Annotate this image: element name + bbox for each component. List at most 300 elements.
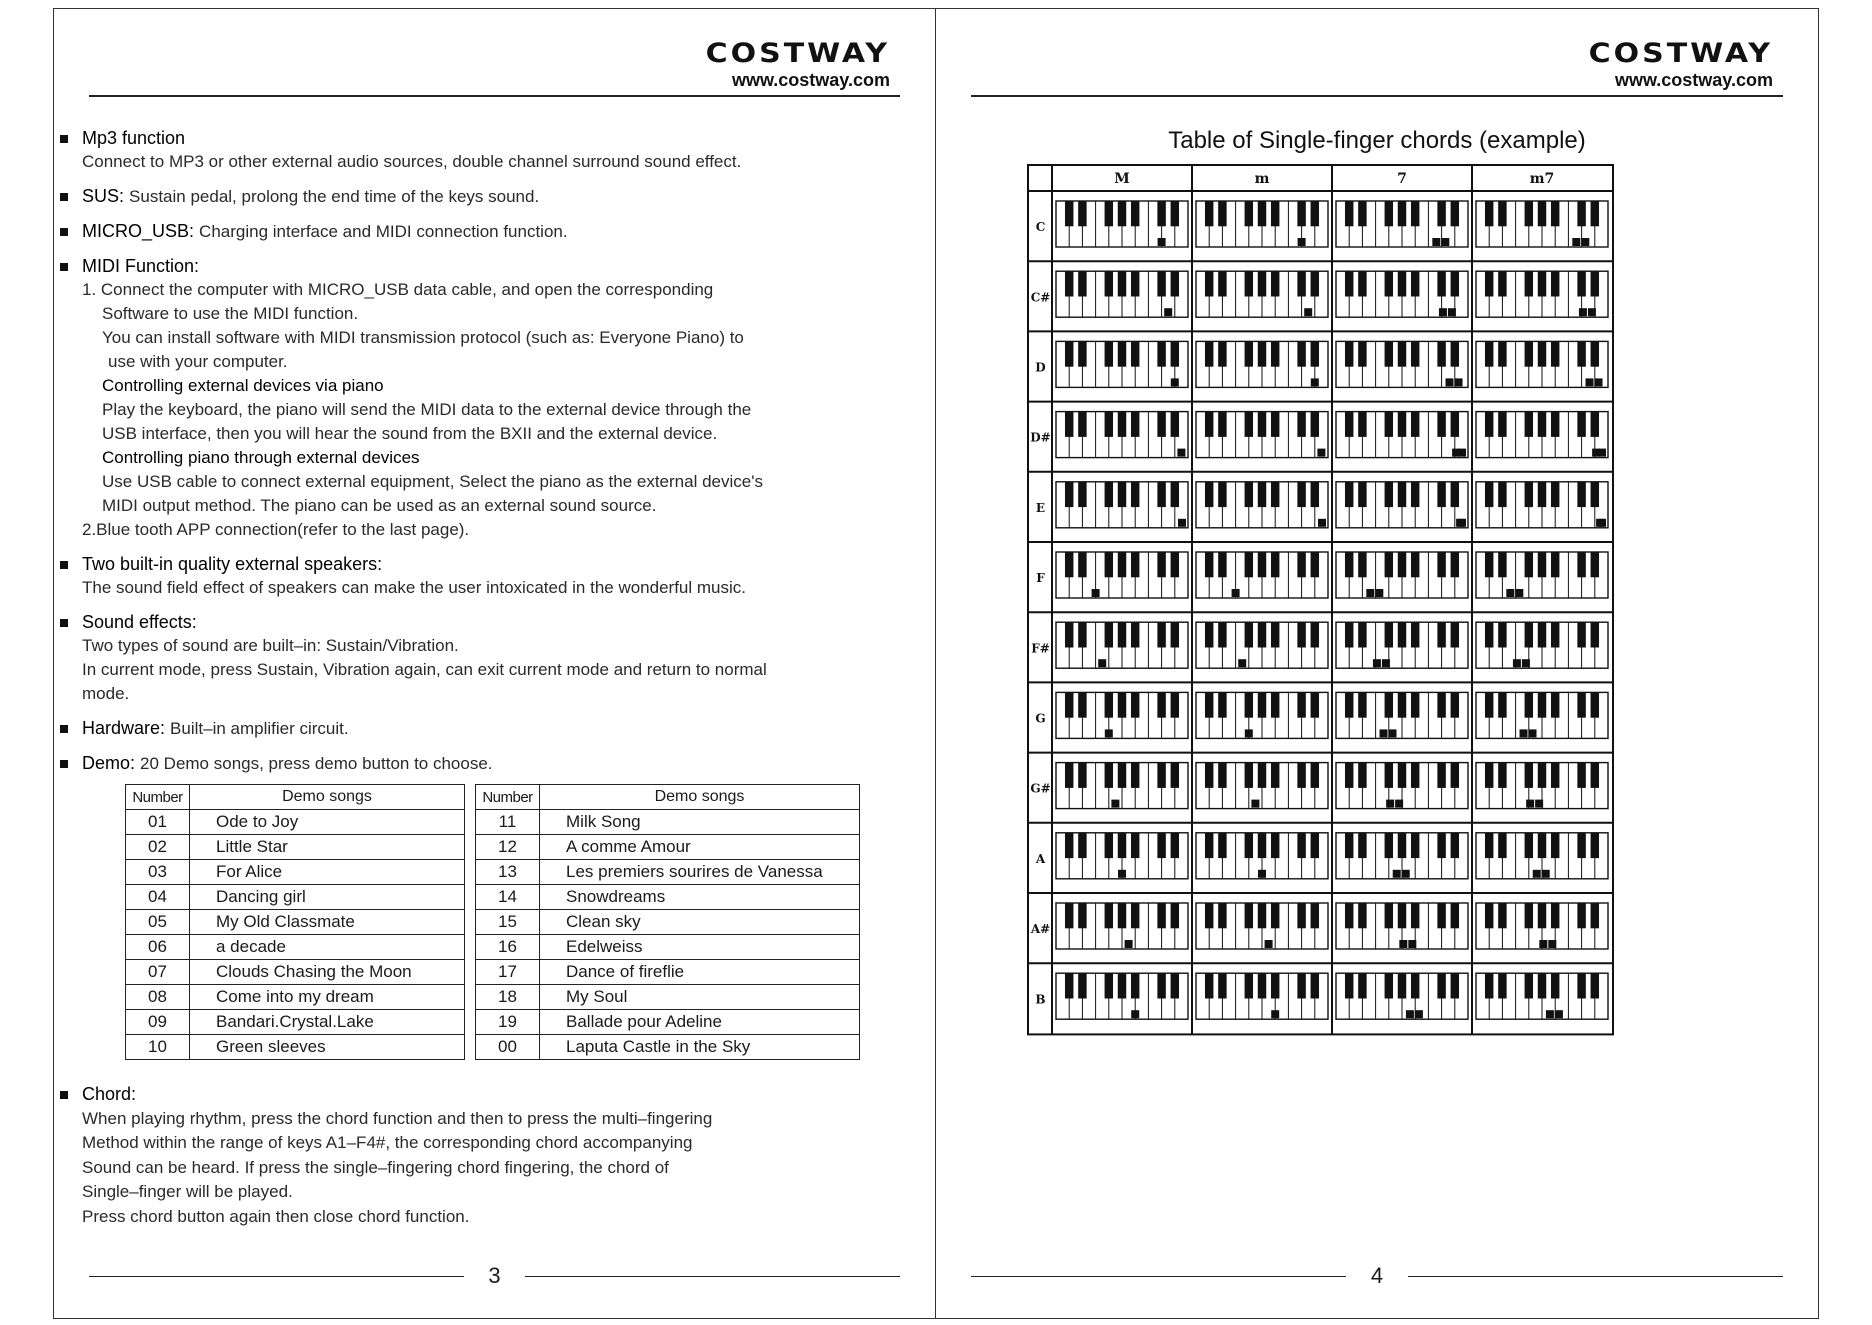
black-key <box>1538 201 1546 226</box>
black-key <box>1551 412 1559 437</box>
black-key <box>1105 903 1113 928</box>
black-key <box>1451 622 1459 647</box>
pressed-key-marker <box>1177 449 1185 457</box>
pressed-key-marker <box>1373 659 1381 667</box>
table-row <box>126 1035 465 1060</box>
pressed-key-marker <box>1548 940 1556 948</box>
black-key <box>1451 903 1459 928</box>
black-key <box>1485 833 1493 858</box>
table-row <box>126 985 465 1010</box>
black-key <box>1551 482 1559 507</box>
pressed-key-marker <box>1380 729 1388 737</box>
black-key <box>1271 341 1279 366</box>
pressed-key-marker <box>1579 308 1587 316</box>
pressed-key-marker <box>1131 1010 1139 1018</box>
black-key <box>1411 552 1419 577</box>
black-key <box>1538 973 1546 998</box>
black-key <box>1437 833 1445 858</box>
pressed-key-marker <box>1298 238 1306 246</box>
black-key <box>1345 763 1353 788</box>
black-key <box>1345 692 1353 717</box>
black-key <box>1551 833 1559 858</box>
black-key <box>1131 271 1139 296</box>
section-sus <box>60 184 820 209</box>
black-key <box>1171 552 1179 577</box>
black-key <box>1577 201 1585 226</box>
pressed-key-marker <box>1408 940 1416 948</box>
pressed-key-marker <box>1386 800 1394 808</box>
pressed-key-marker <box>1586 378 1594 386</box>
black-key <box>1398 201 1406 226</box>
black-key <box>1078 622 1086 647</box>
black-key <box>1358 341 1366 366</box>
black-key <box>1205 341 1213 366</box>
black-key <box>1311 552 1319 577</box>
black-key <box>1205 763 1213 788</box>
black-key <box>1451 271 1459 296</box>
song-title: Clouds Chasing the Moon <box>190 960 465 985</box>
section-text: Two types of sound are built–in: Sustain/Vibration. <box>82 636 459 655</box>
black-key <box>1065 482 1073 507</box>
black-key <box>1385 692 1393 717</box>
black-key <box>1258 412 1266 437</box>
black-key <box>1485 482 1493 507</box>
black-key <box>1258 201 1266 226</box>
black-key <box>1171 201 1179 226</box>
black-key <box>1218 482 1226 507</box>
black-key <box>1398 271 1406 296</box>
black-key <box>1065 341 1073 366</box>
black-key <box>1271 833 1279 858</box>
black-key <box>1311 482 1319 507</box>
section-desc: Sustain pedal, prolong the end time of the keys sound. <box>129 187 540 206</box>
black-key <box>1498 201 1506 226</box>
row-label: C <box>1035 220 1046 235</box>
pressed-key-marker <box>1595 378 1603 386</box>
black-key <box>1205 552 1213 577</box>
pressed-key-marker <box>1366 589 1374 597</box>
black-key <box>1157 201 1165 226</box>
black-key <box>1398 833 1406 858</box>
black-key <box>1538 763 1546 788</box>
black-key <box>1205 412 1213 437</box>
section-chord <box>60 1082 820 1239</box>
black-key <box>1385 622 1393 647</box>
black-key <box>1437 201 1445 226</box>
black-key <box>1245 763 1253 788</box>
pressed-key-marker <box>1318 519 1326 527</box>
black-key <box>1538 271 1546 296</box>
song-number: 17 <box>476 960 540 985</box>
song-number: 05 <box>126 910 190 935</box>
pressed-key-marker <box>1506 589 1514 597</box>
black-key <box>1311 833 1319 858</box>
pressed-key-marker <box>1395 800 1403 808</box>
section-text: Single–finger will be played. <box>82 1182 293 1201</box>
black-key <box>1358 763 1366 788</box>
column-header: m <box>1254 171 1270 187</box>
black-key <box>1311 622 1319 647</box>
black-key <box>1437 692 1445 717</box>
black-key <box>1118 833 1126 858</box>
section-speakers <box>60 552 820 600</box>
chord-table <box>1027 164 1727 1209</box>
table-row <box>476 1035 860 1060</box>
black-key <box>1131 201 1139 226</box>
pressed-key-marker <box>1245 729 1253 737</box>
black-key <box>1358 973 1366 998</box>
pressed-key-marker <box>1529 729 1537 737</box>
pressed-key-marker <box>1164 308 1172 316</box>
song-title: Dancing girl <box>190 885 465 910</box>
song-title: Little Star <box>190 835 465 860</box>
black-key <box>1451 482 1459 507</box>
song-number: 03 <box>126 860 190 885</box>
black-key <box>1311 692 1319 717</box>
header-rule <box>971 95 1783 97</box>
black-key <box>1065 552 1073 577</box>
black-key <box>1551 973 1559 998</box>
black-key <box>1245 973 1253 998</box>
black-key <box>1551 271 1559 296</box>
black-key <box>1525 552 1533 577</box>
black-key <box>1485 973 1493 998</box>
black-key <box>1411 201 1419 226</box>
black-key <box>1311 271 1319 296</box>
black-key <box>1451 201 1459 226</box>
black-key <box>1385 271 1393 296</box>
black-key <box>1065 833 1073 858</box>
black-key <box>1171 341 1179 366</box>
black-key <box>1398 692 1406 717</box>
black-key <box>1171 622 1179 647</box>
black-key <box>1411 341 1419 366</box>
black-key <box>1525 201 1533 226</box>
section-text: mode. <box>82 684 130 703</box>
page-number: 3 <box>488 1263 501 1288</box>
black-key <box>1218 903 1226 928</box>
pressed-key-marker <box>1546 1010 1554 1018</box>
black-key <box>1591 271 1599 296</box>
midi-line: 1. Connect the computer with MICRO_USB data cable, and open the corresponding <box>82 280 714 299</box>
section-text: Sound can be heard. If press the single–fingering chord fingering, the chord of <box>82 1157 669 1177</box>
table-row <box>476 860 860 885</box>
black-key <box>1385 482 1393 507</box>
black-key <box>1485 692 1493 717</box>
black-key <box>1131 692 1139 717</box>
header-demo-songs: Demo songs <box>540 785 860 810</box>
brand-header <box>706 37 890 89</box>
black-key <box>1105 341 1113 366</box>
black-key <box>1118 903 1126 928</box>
black-key <box>1311 763 1319 788</box>
black-key <box>1245 271 1253 296</box>
black-key <box>1577 833 1585 858</box>
black-key <box>1358 903 1366 928</box>
black-key <box>1411 622 1419 647</box>
black-key <box>1358 552 1366 577</box>
black-key <box>1171 903 1179 928</box>
section-mp3 <box>60 126 820 174</box>
black-key <box>1065 973 1073 998</box>
row-label: B <box>1035 992 1046 1007</box>
footer-rule-right <box>1408 1276 1783 1277</box>
demo-table-left <box>125 784 465 1060</box>
pressed-key-marker <box>1522 659 1530 667</box>
black-key <box>1105 973 1113 998</box>
pressed-key-marker <box>1446 378 1454 386</box>
black-key <box>1591 763 1599 788</box>
black-key <box>1385 201 1393 226</box>
song-title: My Soul <box>540 985 860 1010</box>
table-header-row <box>476 785 860 810</box>
black-key <box>1171 271 1179 296</box>
black-key <box>1385 412 1393 437</box>
black-key <box>1105 692 1113 717</box>
black-key <box>1358 271 1366 296</box>
pressed-key-marker <box>1393 870 1401 878</box>
black-key <box>1157 903 1165 928</box>
black-key <box>1498 833 1506 858</box>
black-key <box>1451 341 1459 366</box>
pressed-key-marker <box>1265 940 1273 948</box>
demo-table-right <box>475 784 860 1060</box>
footer-rule-right <box>525 1276 900 1277</box>
black-key <box>1271 271 1279 296</box>
black-key <box>1131 622 1139 647</box>
black-key <box>1577 482 1585 507</box>
black-key <box>1525 903 1533 928</box>
black-key <box>1218 341 1226 366</box>
black-key <box>1205 903 1213 928</box>
song-title: Green sleeves <box>190 1035 465 1060</box>
page-right <box>936 8 1819 1319</box>
black-key <box>1485 903 1493 928</box>
pressed-key-marker <box>1458 519 1466 527</box>
black-key <box>1258 973 1266 998</box>
section-title: Demo: <box>82 753 136 773</box>
black-key <box>1498 271 1506 296</box>
song-title: Snowdreams <box>540 885 860 910</box>
black-key <box>1345 833 1353 858</box>
black-key <box>1271 482 1279 507</box>
black-key <box>1498 763 1506 788</box>
black-key <box>1437 763 1445 788</box>
black-key <box>1498 412 1506 437</box>
black-key <box>1437 903 1445 928</box>
black-key <box>1451 763 1459 788</box>
black-key <box>1258 833 1266 858</box>
black-key <box>1271 622 1279 647</box>
midi-line: 2.Blue tooth APP connection(refer to the last page). <box>82 520 470 539</box>
black-key <box>1451 973 1459 998</box>
pressed-key-marker <box>1415 1010 1423 1018</box>
black-key <box>1551 903 1559 928</box>
black-key <box>1591 903 1599 928</box>
pressed-key-marker <box>1542 870 1550 878</box>
row-label: F# <box>1031 641 1050 656</box>
black-key <box>1245 622 1253 647</box>
black-key <box>1205 622 1213 647</box>
pressed-key-marker <box>1271 1010 1279 1018</box>
song-number: 08 <box>126 985 190 1010</box>
black-key <box>1258 552 1266 577</box>
midi-line: Software to use the MIDI function. <box>102 304 359 323</box>
black-key <box>1437 552 1445 577</box>
bullet-icon <box>60 135 68 143</box>
black-key <box>1577 763 1585 788</box>
footer <box>971 1264 1783 1288</box>
black-key <box>1218 552 1226 577</box>
black-key <box>1311 973 1319 998</box>
song-title: Ode to Joy <box>190 810 465 835</box>
black-key <box>1577 692 1585 717</box>
column-header: 7 <box>1397 171 1407 187</box>
black-key <box>1591 833 1599 858</box>
song-number: 15 <box>476 910 540 935</box>
song-title: For Alice <box>190 860 465 885</box>
black-key <box>1171 833 1179 858</box>
black-key <box>1105 412 1113 437</box>
black-key <box>1105 201 1113 226</box>
song-title: Les premiers sourires de Vanessa <box>540 860 860 885</box>
pressed-key-marker <box>1448 308 1456 316</box>
pressed-key-marker <box>1389 729 1397 737</box>
pressed-key-marker <box>1513 659 1521 667</box>
black-key <box>1118 763 1126 788</box>
black-key <box>1498 692 1506 717</box>
black-key <box>1118 482 1126 507</box>
section-title: MICRO_USB: <box>82 221 195 241</box>
black-key <box>1551 341 1559 366</box>
black-key <box>1525 271 1533 296</box>
song-title: Laputa Castle in the Sky <box>540 1035 860 1060</box>
black-key <box>1538 833 1546 858</box>
black-key <box>1118 552 1126 577</box>
black-key <box>1485 201 1493 226</box>
pressed-key-marker <box>1375 589 1383 597</box>
black-key <box>1345 271 1353 296</box>
black-key <box>1078 482 1086 507</box>
black-key <box>1218 973 1226 998</box>
black-key <box>1538 622 1546 647</box>
black-key <box>1385 973 1393 998</box>
black-key <box>1218 692 1226 717</box>
table-row <box>476 960 860 985</box>
black-key <box>1358 412 1366 437</box>
black-key <box>1525 973 1533 998</box>
black-key <box>1411 763 1419 788</box>
black-key <box>1485 271 1493 296</box>
row-label: A# <box>1030 922 1051 937</box>
row-label: G <box>1035 711 1046 726</box>
black-key <box>1345 552 1353 577</box>
black-key <box>1218 763 1226 788</box>
black-key <box>1157 552 1165 577</box>
section-title: Two built-in quality external speakers: <box>82 554 383 574</box>
black-key <box>1591 201 1599 226</box>
section-sound-effects <box>60 610 820 706</box>
pressed-key-marker <box>1232 589 1240 597</box>
black-key <box>1271 903 1279 928</box>
black-key <box>1591 482 1599 507</box>
black-key <box>1591 341 1599 366</box>
black-key <box>1118 341 1126 366</box>
black-key <box>1105 552 1113 577</box>
section-text: Connect to MP3 or other external audio sources, double channel surround sound effect. <box>82 152 742 171</box>
left-content <box>60 126 820 786</box>
black-key <box>1538 552 1546 577</box>
table-row <box>476 935 860 960</box>
row-label: D <box>1035 360 1046 375</box>
page-number: 4 <box>1370 1263 1384 1288</box>
table-row <box>126 835 465 860</box>
black-key <box>1297 552 1305 577</box>
pressed-key-marker <box>1458 449 1466 457</box>
black-key <box>1297 341 1305 366</box>
black-key <box>1258 692 1266 717</box>
black-key <box>1358 692 1366 717</box>
black-key <box>1538 692 1546 717</box>
black-key <box>1498 622 1506 647</box>
black-key <box>1131 903 1139 928</box>
black-key <box>1131 482 1139 507</box>
black-key <box>1118 622 1126 647</box>
song-number: 18 <box>476 985 540 1010</box>
black-key <box>1385 903 1393 928</box>
black-key <box>1485 552 1493 577</box>
section-text: The sound field effect of speakers can make the user intoxicated in the wonderful music. <box>82 578 746 597</box>
black-key <box>1078 341 1086 366</box>
black-key <box>1398 482 1406 507</box>
black-key <box>1078 271 1086 296</box>
black-key <box>1385 341 1393 366</box>
black-key <box>1105 622 1113 647</box>
black-key <box>1218 833 1226 858</box>
black-key <box>1437 973 1445 998</box>
black-key <box>1205 973 1213 998</box>
black-key <box>1157 341 1165 366</box>
black-key <box>1271 973 1279 998</box>
black-key <box>1551 201 1559 226</box>
black-key <box>1577 552 1585 577</box>
black-key <box>1065 692 1073 717</box>
black-key <box>1171 692 1179 717</box>
pressed-key-marker <box>1539 940 1547 948</box>
pressed-key-marker <box>1118 870 1126 878</box>
pressed-key-marker <box>1455 378 1463 386</box>
song-title: A comme Amour <box>540 835 860 860</box>
section-desc: 20 Demo songs, press demo button to choose. <box>140 754 493 773</box>
black-key <box>1591 412 1599 437</box>
black-key <box>1078 692 1086 717</box>
black-key <box>1245 833 1253 858</box>
black-key <box>1311 903 1319 928</box>
black-key <box>1157 833 1165 858</box>
pressed-key-marker <box>1533 870 1541 878</box>
black-key <box>1411 412 1419 437</box>
midi-subheading: Controlling piano through external devices <box>102 448 420 467</box>
pressed-key-marker <box>1598 519 1606 527</box>
black-key <box>1577 412 1585 437</box>
black-key <box>1577 973 1585 998</box>
black-key <box>1345 341 1353 366</box>
black-key <box>1105 763 1113 788</box>
black-key <box>1205 201 1213 226</box>
black-key <box>1258 341 1266 366</box>
black-key <box>1525 763 1533 788</box>
black-key <box>1498 552 1506 577</box>
